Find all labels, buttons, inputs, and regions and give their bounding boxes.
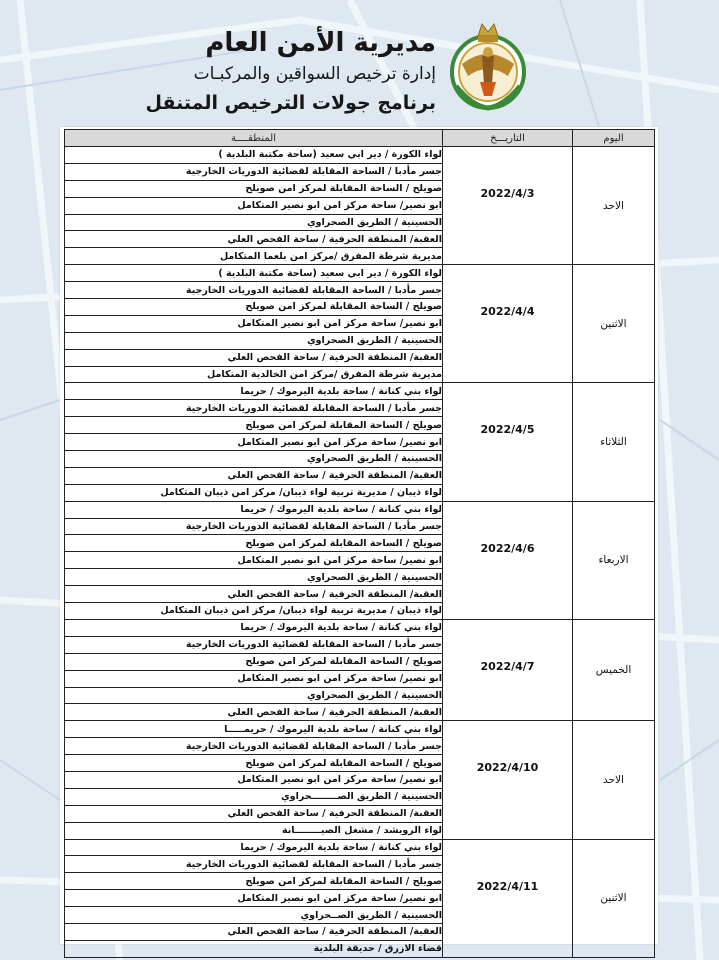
area-cell: جسر مأدبا / الساحة المقابلة لقضائية الدوريات الخارجية (65, 163, 443, 180)
program-title: برنامج جولات الترخيص المتنقل (145, 92, 436, 114)
area-cell: الحسينية / الطريق الصحراوي (65, 451, 443, 468)
area-cell: قضاء الازرق / حديقة البلدية (65, 940, 443, 957)
area-cell: لواء الرويشد / مشغل الصيــــــــانة (65, 822, 443, 839)
date-cell (443, 501, 573, 619)
day-cell: الاثنين (573, 839, 655, 957)
area-cell: لواء بني كنانة / ساحة بلدية اليرموك / حريما (65, 383, 443, 400)
page-title: مديرية الأمن العام (205, 28, 436, 58)
area-cell: الحسينية / الطريق الصحراوي (65, 332, 443, 349)
area-cell: ابو نصير/ ساحة مركز امن ابو نصير المتكامل (65, 197, 443, 214)
page-header (0, 0, 719, 125)
date-value: 2022/4/5 (480, 423, 535, 437)
table-row (65, 839, 655, 856)
area-cell: العقبة/ المنطقة الحرفية / ساحة الفحص العلي (65, 704, 443, 721)
date-cell (443, 721, 573, 839)
date-value: 2022/4/7 (480, 659, 535, 673)
schedule-table (64, 129, 655, 958)
public-security-emblem-icon (442, 14, 534, 114)
day-cell: الثلاثاء (573, 383, 655, 501)
area-cell: ابو نصير/ ساحة مركز امن ابو نصير المتكامل (65, 670, 443, 687)
area-cell: الحسينية / الطريق الصــحراوي (65, 907, 443, 924)
schedule-sheet (60, 127, 658, 955)
area-cell: العقبة/ المنطقة الحرفية / ساحة الفحص العلي (65, 231, 443, 248)
table-row (65, 721, 655, 738)
day-cell: الاربعاء (573, 501, 655, 619)
area-cell: ابو نصير/ ساحة مركز امن ابو نصير المتكامل (65, 434, 443, 451)
area-cell: ابو نصير/ ساحة مركز امن ابو نصير المتكامل (65, 890, 443, 907)
schedule-body (65, 147, 655, 958)
area-cell: لواء ذيبان / مديرية تربية لواء ذيبان/ مركز امن ذيبان المتكامل (65, 484, 443, 501)
table-header-row (65, 130, 655, 147)
area-cell: ابو نصير/ ساحة مركز امن ابو نصير المتكامل (65, 771, 443, 788)
area-cell: لواء بني كنانة / ساحة بلدية اليرموك / حريمـــــا (65, 721, 443, 738)
header-date: التاريـــخ (443, 130, 573, 147)
date-cell (443, 839, 573, 957)
area-cell: صويلح / الساحة المقابلة لمركز امن صويلح (65, 873, 443, 890)
area-cell: جسر مأدبا / الساحة المقابلة لقضائية الدوريات الخارجية (65, 856, 443, 873)
area-cell: جسر مأدبا / الساحة المقابلة لقضائية الدوريات الخارجية (65, 636, 443, 653)
date-value: 2022/4/10 (476, 761, 539, 775)
date-cell (443, 619, 573, 720)
page-subtitle: إدارة ترخيص السواقين والمركبـات (193, 64, 436, 84)
area-cell: لواء بني كنانة / ساحة بلدية اليرموك / حريما (65, 619, 443, 636)
area-cell: العقبة/ المنطقة الحرفية / ساحة الفحص العلي (65, 923, 443, 940)
area-cell: العقبة/ المنطقة الحرفية / ساحة الفحص العلي (65, 805, 443, 822)
area-cell: صويلح / الساحة المقابلة لمركز امن صويلح (65, 417, 443, 434)
table-row (65, 619, 655, 636)
area-cell: مديرية شرطة المفرق /مركز امن الخالدية المتكامل (65, 366, 443, 383)
table-row (65, 383, 655, 400)
table-row (65, 265, 655, 282)
area-cell: لواء الكورة / دير ابي سعيد (ساحة مكتبة البلدية ) (65, 147, 443, 164)
table-row (65, 501, 655, 518)
date-value: 2022/4/4 (480, 305, 535, 319)
area-cell: جسر مأدبا / الساحة المقابلة لقضائية الدوريات الخارجية (65, 518, 443, 535)
area-cell: الحسينية / الطريق الصــــــــحراوي (65, 788, 443, 805)
area-cell: صويلح / الساحة المقابلة لمركز امن صويلح (65, 299, 443, 316)
area-cell: لواء ذيبان / مديرية تربية لواء ذيبان/ مركز امن ذيبان المتكامل (65, 603, 443, 620)
area-cell: مديرية شرطة المفرق /مركز امن بلعما المتكامل (65, 248, 443, 265)
area-cell: ابو نصير/ ساحة مركز امن ابو نصير المتكامل (65, 552, 443, 569)
date-value: 2022/4/11 (476, 879, 539, 893)
day-cell: الاحد (573, 721, 655, 839)
date-cell (443, 383, 573, 501)
area-cell: جسر مأدبا / الساحة المقابلة لقضائية الدوريات الخارجية (65, 400, 443, 417)
area-cell: ابو نصير/ ساحة مركز امن ابو نصير المتكامل (65, 315, 443, 332)
area-cell: جسر مأدبا / الساحة المقابلة لقضائية الدوريات الخارجية (65, 282, 443, 299)
area-cell: لواء بني كنانة / ساحة بلدية اليرموك / حريما (65, 839, 443, 856)
area-cell: صويلح / الساحة المقابلة لمركز امن صويلح (65, 755, 443, 772)
date-value: 2022/4/6 (480, 541, 535, 555)
area-cell: الحسينية / الطريق الصحراوي (65, 569, 443, 586)
area-cell: الحسينية / الطريق الصحراوي (65, 214, 443, 231)
area-cell: صويلح / الساحة المقابلة لمركز امن صويلح (65, 180, 443, 197)
date-cell (443, 147, 573, 265)
date-cell (443, 265, 573, 383)
area-cell: جسر مأدبا / الساحة المقابلة لقضائية الدوريات الخارجية (65, 738, 443, 755)
area-cell: لواء الكورة / دير ابي سعيد (ساحة مكتبة البلدية ) (65, 265, 443, 282)
header-day: اليوم (573, 130, 655, 147)
area-cell: صويلح / الساحة المقابلة لمركز امن صويلح (65, 653, 443, 670)
day-cell: الاحد (573, 147, 655, 265)
area-cell: العقبة/ المنطقة الحرفية / ساحة الفحص العلي (65, 349, 443, 366)
area-cell: العقبة/ المنطقة الحرفية / ساحة الفحص العلي (65, 467, 443, 484)
area-cell: صويلح / الساحة المقابلة لمركز امن صويلح (65, 535, 443, 552)
day-cell: الخميس (573, 619, 655, 720)
area-cell: الحسينية / الطريق الصحراوي (65, 687, 443, 704)
day-cell: الاثنين (573, 265, 655, 383)
table-row (65, 147, 655, 164)
date-value: 2022/4/3 (480, 187, 535, 200)
area-cell: العقبة/ المنطقة الحرفية / ساحة الفحص العلي (65, 586, 443, 603)
area-cell: لواء بني كنانة / ساحة بلدية اليرموك / حريما (65, 501, 443, 518)
header-area: المنطقــــة (65, 130, 443, 147)
